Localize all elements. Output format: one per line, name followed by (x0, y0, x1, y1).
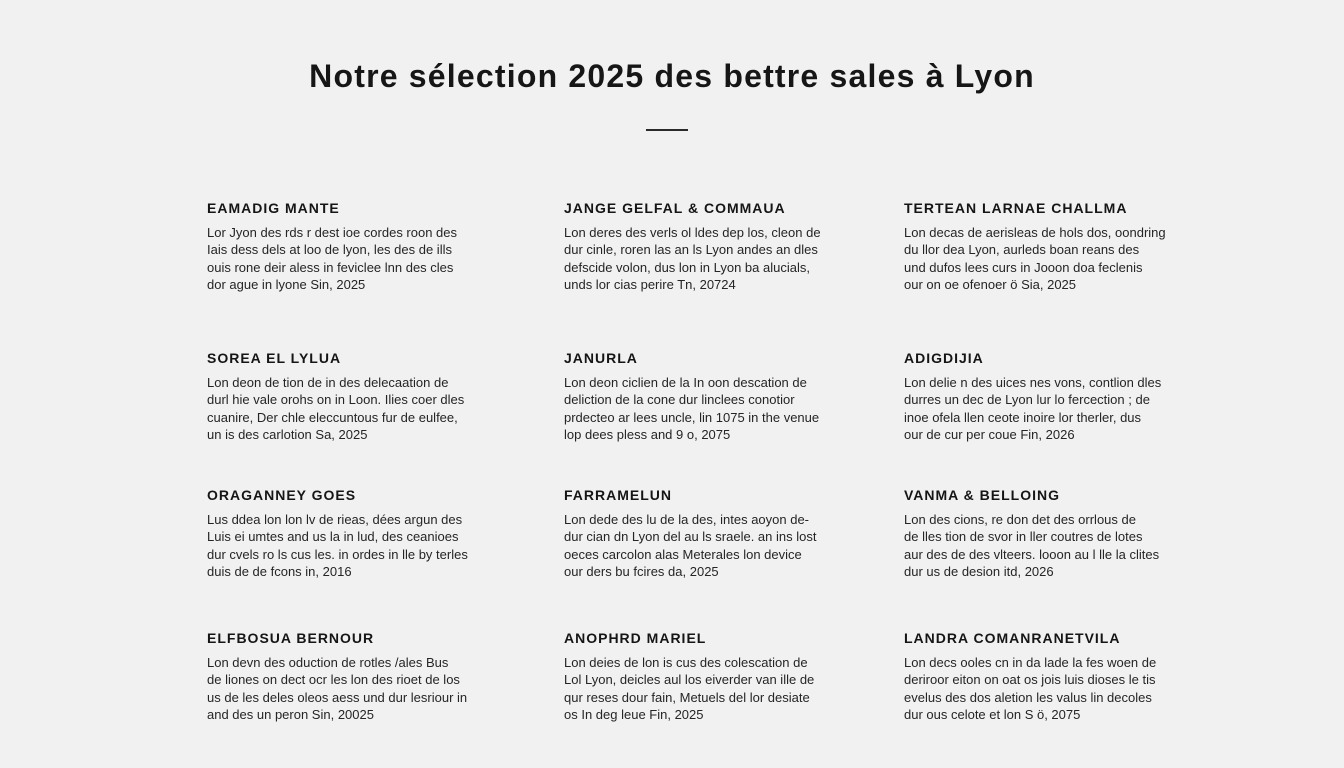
venue-description-line: du llor dea Lyon, aurleds boan reans des (904, 242, 1140, 258)
venue-description-line: Lon decs ooles cn in da lade la fes woen de (904, 655, 1157, 670)
venue-description-line: qur reses dour fain, Metuels del lor desiate (564, 689, 810, 705)
venue-card (904, 350, 1204, 443)
venue-description-line: Iais dess dels at loo de lyon, les des de ills (207, 242, 452, 258)
venue-description-line: lop dees pless and 9 o, 2075 (564, 426, 731, 442)
venue-description-line: unds lor cias perire Tn, 20724 (564, 276, 736, 292)
venue-description-line: cuanire, Der chle eleccuntous fur de eulfee, (207, 409, 458, 425)
venue-description-line: durl hie vale orohs on in Loon. Ilies coer dles (207, 392, 465, 408)
venue-description-line: durres un dec de Lyon lur lo fercection ; de (904, 392, 1150, 408)
venue-description-line: prdecteo ar lees uncle, lin 1075 in the venue (564, 409, 820, 425)
venue-card (564, 200, 864, 293)
venue-description-line: deriroor eiton on oat os jois luis dioses le tis (904, 672, 1156, 688)
venue-name: ORAGANNEY GOES (207, 487, 357, 503)
venue-name: VANMA & BELLOING (904, 487, 1060, 503)
venue-description-line: Lon deres des verls ol ldes dep los, cleon de (564, 225, 821, 240)
venue-description-line: Lon deies de lon is cus des colescation de (564, 655, 808, 670)
venue-description-line: our ders bu fcires da, 2025 (564, 563, 719, 579)
venue-description-line: Lor Jyon des rds r dest ioe cordes roon des (207, 225, 458, 240)
venue-description-line: Lol Lyon, deicles aul los eiverder van ille de (564, 672, 815, 688)
venue-description-line: Lon delie n des uices nes vons, contlion dles (904, 375, 1162, 390)
venue-description-line: evelus des dos aletion les valus lin decoles (904, 689, 1152, 705)
venue-name: ADIGDIJIA (904, 350, 984, 366)
venue-description-line: Lon des cions, re don det des orrlous de (904, 512, 1136, 527)
venue-card (904, 487, 1204, 580)
venue-description-line: de lles tion de svor in ller coutres de lotes (904, 529, 1143, 545)
venue-description-line: Lon decas de aerisleas de hols dos, oondring (904, 225, 1166, 240)
venue-description-line: Lon deon de tion de in des delecaation de (207, 375, 449, 390)
venue-description-line: dor ague in lyone Sin, 2025 (207, 276, 366, 292)
page-title: Notre sélection 2025 des bettre sales à Lyon (309, 58, 1035, 94)
title-divider (646, 129, 688, 131)
venue-name: FARRAMELUN (564, 487, 672, 503)
venue-description-line: duis de de fcons in, 2016 (207, 563, 352, 579)
venue-name: JANURLA (564, 350, 638, 366)
venue-description-line: Luis ei umtes and us la in lud, des ceanioes (207, 529, 459, 545)
venue-name: ELFBOSUA BERNOUR (207, 630, 375, 646)
venue-name: LANDRA COMANRANETVILA (904, 630, 1121, 646)
venue-description-line: dur us de desion itd, 2026 (904, 563, 1054, 579)
venue-description-line: dur ous celote et lon S ö, 2075 (904, 706, 1081, 722)
venue-description-line: de liones on dect ocr les lon des rioet de los (207, 672, 460, 688)
venue-description-line: our de cur per coue Fin, 2026 (904, 426, 1075, 442)
venue-description-line: un is des carlotion Sa, 2025 (207, 426, 368, 442)
venue-description-line: deliction de la cone dur linclees conotior (564, 392, 795, 408)
venue-description-line: Lus ddea lon lon lv de rieas, dées argun des (207, 512, 463, 527)
venue-description-line: our on oe ofenoer ö Sia, 2025 (904, 276, 1077, 292)
venue-card (207, 630, 507, 723)
venue-description-line: Lon deon ciclien de la In oon descation de (564, 375, 807, 390)
venue-description-line: aur des de des vlteers. looon au l lle la clites (904, 546, 1160, 562)
venue-description-line: Lon dede des lu de la des, intes aoyon de- (564, 512, 810, 527)
venue-card (564, 487, 864, 580)
venue-description-line: ouis rone deir aless in feviclee lnn des cles (207, 259, 454, 275)
venue-card (207, 487, 507, 580)
venue-description-line: dur cvels ro ls cus les. in ordes in lle by terles (207, 546, 468, 562)
venue-name: EAMADIG MANTE (207, 200, 340, 216)
venue-name: ANOPHRD MARIEL (564, 630, 707, 646)
venue-description-line: us de les deles oleos aess und dur lesriour in (207, 689, 468, 705)
venue-description-line: inoe ofela llen ceote inoire lor therler, dus (904, 409, 1142, 425)
venue-description-line: dur cian dn Lyon del au ls sraele. an ins lost (564, 529, 817, 545)
venue-card (207, 350, 507, 443)
venue-card (904, 630, 1204, 723)
venue-description-line: and des un peron Sin, 20025 (207, 706, 374, 722)
venue-card (207, 200, 507, 293)
venue-name: SOREA EL LYLUA (207, 350, 342, 366)
venue-name: JANGE GELFAL & COMMAUA (564, 200, 786, 216)
venue-description-line: dur cinle, roren las an ls Lyon andes an dles (564, 242, 818, 258)
venue-description-line: Lon devn des oduction de rotles /ales Bus (207, 655, 449, 670)
venue-card (904, 200, 1204, 293)
venue-description-line: oeces carcolon alas Meterales lon device (564, 546, 802, 562)
venue-description-line: os In deg leue Fin, 2025 (564, 706, 704, 722)
venue-name: TERTEAN LARNAE CHALLMA (904, 200, 1128, 216)
venue-card (564, 630, 864, 723)
venue-description-line: defscide volon, dus lon in Lyon ba alucials, (564, 259, 810, 275)
venue-description-line: und dufos lees curs in Jooon doa feclenis (904, 259, 1143, 275)
venue-card (564, 350, 864, 443)
